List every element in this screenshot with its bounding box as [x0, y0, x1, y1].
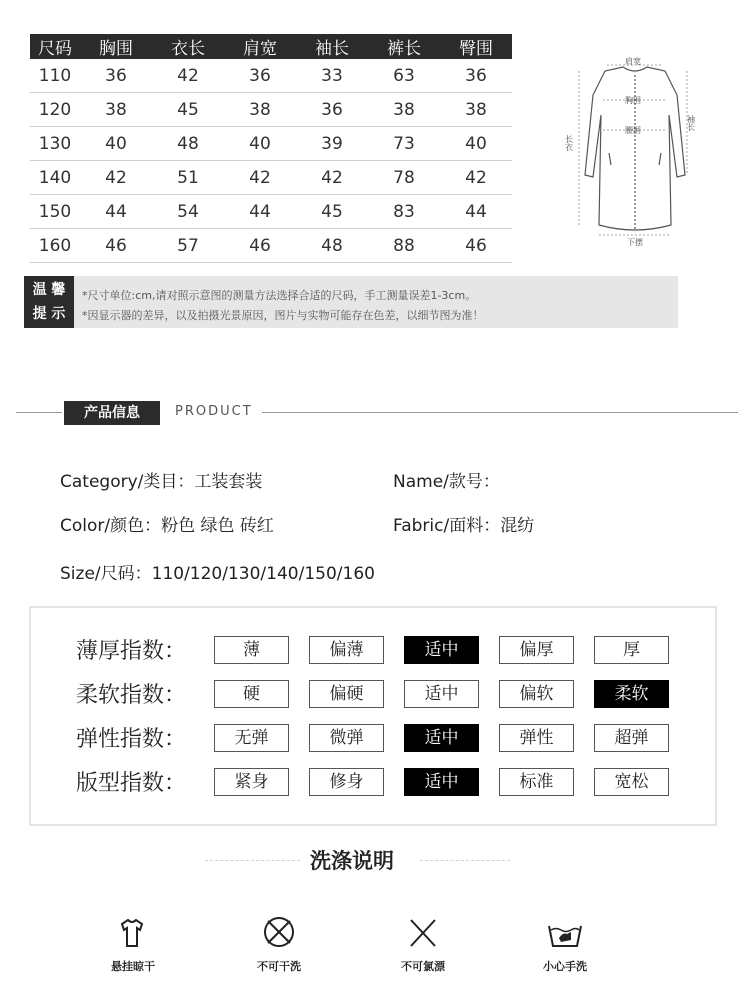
size-table-cell: 36 [296, 93, 368, 127]
size-table-cell: 38 [80, 93, 152, 127]
size-table-cell: 44 [224, 195, 296, 229]
size-table-cell: 57 [152, 229, 224, 263]
washing-title: 洗涤说明 [310, 849, 394, 873]
info-name: Name/款号： [393, 472, 500, 492]
index-option: 标准 [499, 768, 574, 796]
hang-dry-icon [112, 916, 152, 952]
index-option: 偏硬 [309, 680, 384, 708]
index-label: 版型指数： [76, 771, 187, 796]
index-option: 适中 [404, 680, 479, 708]
size-table-cell: 48 [296, 229, 368, 263]
size-table-cell: 140 [30, 161, 80, 195]
size-table-cell: 36 [80, 59, 152, 93]
size-table-cell: 83 [368, 195, 440, 229]
size-table-row [30, 161, 512, 195]
header-cell: 衣长 [152, 34, 224, 59]
index-option: 偏薄 [309, 636, 384, 664]
tip-badge [24, 276, 74, 328]
index-option: 硬 [214, 680, 289, 708]
size-table-row [30, 229, 512, 263]
header-cell: 裤长 [368, 34, 440, 59]
size-table-cell: 130 [30, 127, 80, 161]
size-table-row [30, 127, 512, 161]
size-table-cell: 46 [224, 229, 296, 263]
size-table-cell: 48 [152, 127, 224, 161]
diagram-label-shoulder: 肩宽 [625, 57, 641, 66]
index-option: 柔软 [594, 680, 669, 708]
wash-label-no-bleach: 不可氯漂 [401, 960, 445, 973]
divider-right [262, 412, 738, 413]
size-table-row [30, 195, 512, 229]
size-table-row [30, 59, 512, 93]
index-option: 紧身 [214, 768, 289, 796]
wash-divider-right [420, 860, 510, 861]
info-fabric: Fabric/面料：混纺 [393, 516, 535, 536]
size-table-cell: 39 [296, 127, 368, 161]
diagram-label-waist: 腰围 [625, 126, 641, 135]
size-table-cell: 51 [152, 161, 224, 195]
size-table-cell: 42 [224, 161, 296, 195]
tip-badge-line1: 温 馨 [32, 282, 66, 298]
header-cell: 袖长 [296, 34, 368, 59]
size-table-cell: 110 [30, 59, 80, 93]
size-table-cell: 78 [368, 161, 440, 195]
diagram-label-chest: 胸围 [625, 96, 641, 105]
product-info-english: PRODUCT [175, 404, 253, 419]
size-table-cell: 42 [80, 161, 152, 195]
index-label: 柔软指数： [76, 683, 187, 708]
index-option: 微弹 [309, 724, 384, 752]
wash-label-hang-dry: 悬挂晾干 [111, 960, 155, 973]
tip-box [24, 276, 678, 328]
size-table-cell: 44 [440, 195, 512, 229]
size-table-cell: 40 [224, 127, 296, 161]
size-table-cell: 38 [440, 93, 512, 127]
product-info-badge: 产品信息 [64, 401, 160, 425]
wash-label-no-dry-clean: 不可干洗 [257, 960, 301, 973]
size-table-cell: 36 [440, 59, 512, 93]
info-category: Category/类目：工装套装 [60, 472, 263, 492]
size-table-cell: 46 [80, 229, 152, 263]
garment-measurement-diagram [565, 55, 715, 250]
diagram-label-hem: 下摆 [627, 238, 643, 247]
size-table-cell: 42 [440, 161, 512, 195]
header-cell: 臀围 [440, 34, 512, 59]
size-table-cell: 46 [440, 229, 512, 263]
tip-line-2: *因显示器的差异，以及拍摄光景原因，图片与实物可能存在色差，以细节图为准！ [82, 309, 484, 322]
size-table-cell: 45 [152, 93, 224, 127]
header-cell: 肩宽 [224, 34, 296, 59]
index-label: 薄厚指数： [76, 639, 187, 664]
size-table-cell: 33 [296, 59, 368, 93]
size-table-cell: 45 [296, 195, 368, 229]
wash-divider-left [205, 860, 300, 861]
index-label: 弹性指数： [76, 727, 187, 752]
size-table-cell: 42 [296, 161, 368, 195]
diagram-label-sleeve: 袖长 [686, 115, 696, 131]
size-table-cell: 54 [152, 195, 224, 229]
index-option: 薄 [214, 636, 289, 664]
size-table-cell: 38 [224, 93, 296, 127]
index-option: 偏软 [499, 680, 574, 708]
size-table-header [30, 34, 512, 59]
size-table-cell: 88 [368, 229, 440, 263]
size-table-cell: 36 [224, 59, 296, 93]
index-option: 无弹 [214, 724, 289, 752]
index-option: 超弹 [594, 724, 669, 752]
header-cell: 尺码 [30, 34, 80, 59]
no-dry-clean-icon [259, 914, 299, 950]
size-table-cell: 150 [30, 195, 80, 229]
size-table-cell: 44 [80, 195, 152, 229]
index-option: 适中 [404, 724, 479, 752]
info-color: Color/颜色：粉色 绿色 砖红 [60, 516, 274, 536]
header-cell: 胸围 [80, 34, 152, 59]
size-table-cell: 63 [368, 59, 440, 93]
index-option: 适中 [404, 636, 479, 664]
size-table [30, 34, 512, 263]
index-option: 弹性 [499, 724, 574, 752]
index-option: 修身 [309, 768, 384, 796]
no-bleach-icon [403, 916, 443, 952]
diagram-label-length: 长衣 [565, 135, 574, 151]
index-option: 偏厚 [499, 636, 574, 664]
size-table-cell: 40 [80, 127, 152, 161]
size-table-cell: 73 [368, 127, 440, 161]
index-option: 宽松 [594, 768, 669, 796]
size-table-row [30, 93, 512, 127]
divider-left [16, 412, 62, 413]
size-table-cell: 40 [440, 127, 512, 161]
size-table-cell: 38 [368, 93, 440, 127]
size-table-cell: 160 [30, 229, 80, 263]
hand-wash-icon [545, 916, 585, 952]
tip-badge-line2: 提 示 [32, 306, 66, 322]
size-table-cell: 42 [152, 59, 224, 93]
index-option: 厚 [594, 636, 669, 664]
tip-line-1: *尺寸单位:cm,请对照示意图的测量方法选择合适的尺码，手工测量误差1-3cm。 [82, 289, 477, 302]
size-table-cell: 120 [30, 93, 80, 127]
wash-label-hand-wash: 小心手洗 [543, 960, 587, 973]
info-size: Size/尺码：110/120/130/140/150/160 [60, 564, 375, 584]
index-option: 适中 [404, 768, 479, 796]
